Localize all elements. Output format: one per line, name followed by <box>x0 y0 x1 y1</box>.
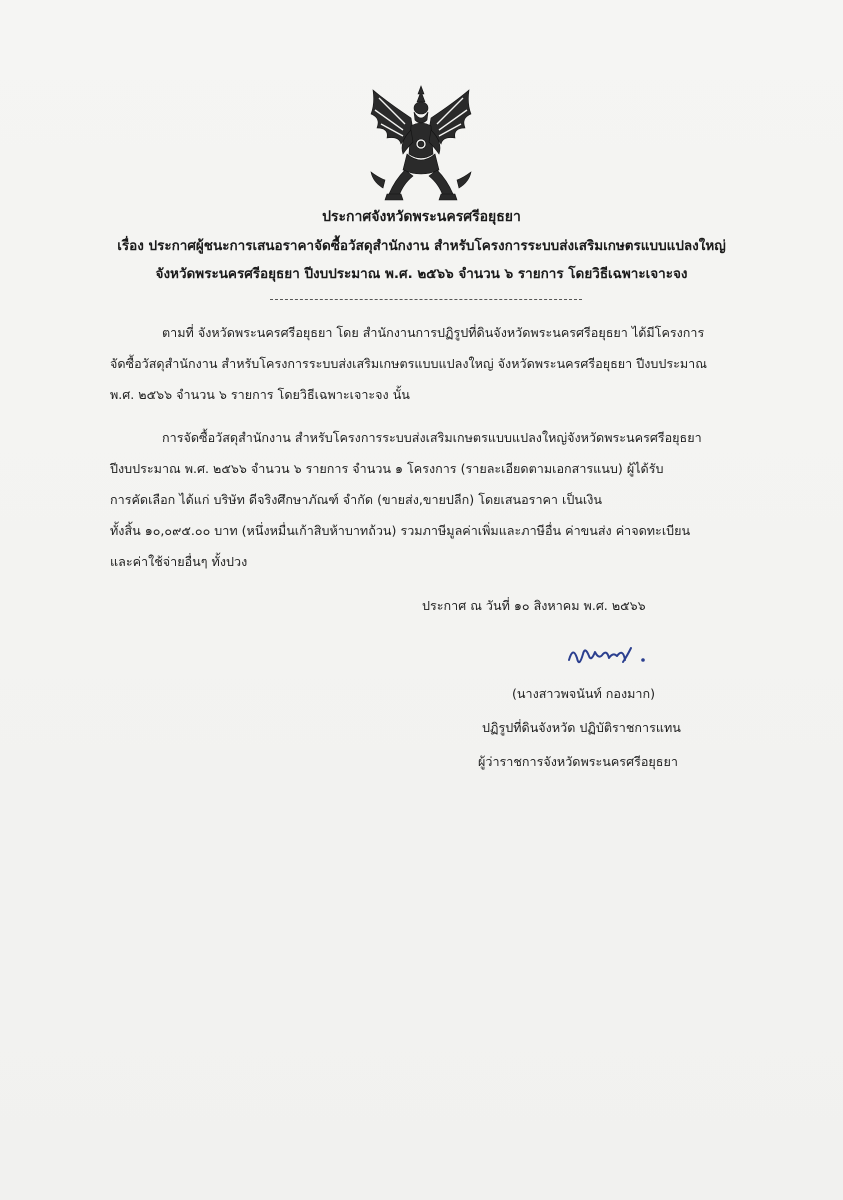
subject-line-2: จังหวัดพระนครศรีอยุธยา ปีงบประมาณ พ.ศ. ๒๕๖๖ จำนวน ๖ รายการ โดยวิธีเฉพาะเจาะจง <box>155 266 688 282</box>
para1-line-1: ตามที่ จังหวัดพระนครศรีอยุธยา โดย สำนักงานการปฏิรูปที่ดินจังหวัดพระนครศรีอยุธยา ได้มีโครงการ <box>162 325 705 340</box>
document-title: ประกาศจังหวัดพระนครศรีอยุธยา <box>322 209 521 225</box>
para2-line-1: การจัดซื้อวัสดุสำนักงาน สำหรับโครงการระบบส่งเสริมเกษตรแบบแปลงใหญ่จังหวัดพระนครศรีอยุธยา <box>162 430 702 445</box>
handwritten-signature <box>565 640 655 672</box>
para1-line-2: จัดซื้อวัสดุสำนักงาน สำหรับโครงการระบบส่งเสริมเกษตรแบบแปลงใหญ่ จังหวัดพระนครศรีอยุธยา ปีงบประมาณ <box>110 356 707 371</box>
para2-line-2: ปีงบประมาณ พ.ศ. ๒๕๖๖ จำนวน ๖ รายการ จำนวน ๑ โครงการ (รายละเอียดตามเอกสารแนบ) ผู้ได้รับ <box>110 461 664 476</box>
header-divider <box>270 299 582 300</box>
garuda-emblem-icon <box>367 84 475 202</box>
para2-line-4: ทั้งสิ้น ๑๐,๐๙๕.๐๐ บาท (หนึ่งหมื่นเก้าสิบห้าบาทถ้วน) รวมภาษีมูลค่าเพิ่มและภาษีอื่น ค่าขนส่ง ค่าจดทะเบียน <box>110 523 691 538</box>
announcement-date: ประกาศ ณ วันที่ ๑๐ สิงหาคม พ.ศ. ๒๕๖๖ <box>422 598 646 613</box>
subject-line-1: เรื่อง ประกาศผู้ชนะการเสนอราคาจัดซื้อวัสดุสำนักงาน สำหรับโครงการระบบส่งเสริมเกษตรแบบแปลงใหญ่ <box>117 238 726 254</box>
signer-position-2: ผู้ว่าราชการจังหวัดพระนครศรีอยุธยา <box>478 754 678 769</box>
signer-name: (นางสาวพจนันท์ กองมาก) <box>512 686 656 701</box>
para2-line-3: การคัดเลือก ได้แก่ บริษัท ดีจริงศึกษาภัณฑ์ จำกัด (ขายส่ง,ขายปลีก) โดยเสนอราคา เป็นเงิน <box>110 492 602 507</box>
signer-position-1: ปฏิรูปที่ดินจังหวัด ปฏิบัติราชการแทน <box>482 720 681 735</box>
para2-line-5: และค่าใช้จ่ายอื่นๆ ทั้งปวง <box>110 554 248 569</box>
para1-line-3: พ.ศ. ๒๕๖๖ จำนวน ๖ รายการ โดยวิธีเฉพาะเจาะจง นั้น <box>110 387 410 402</box>
